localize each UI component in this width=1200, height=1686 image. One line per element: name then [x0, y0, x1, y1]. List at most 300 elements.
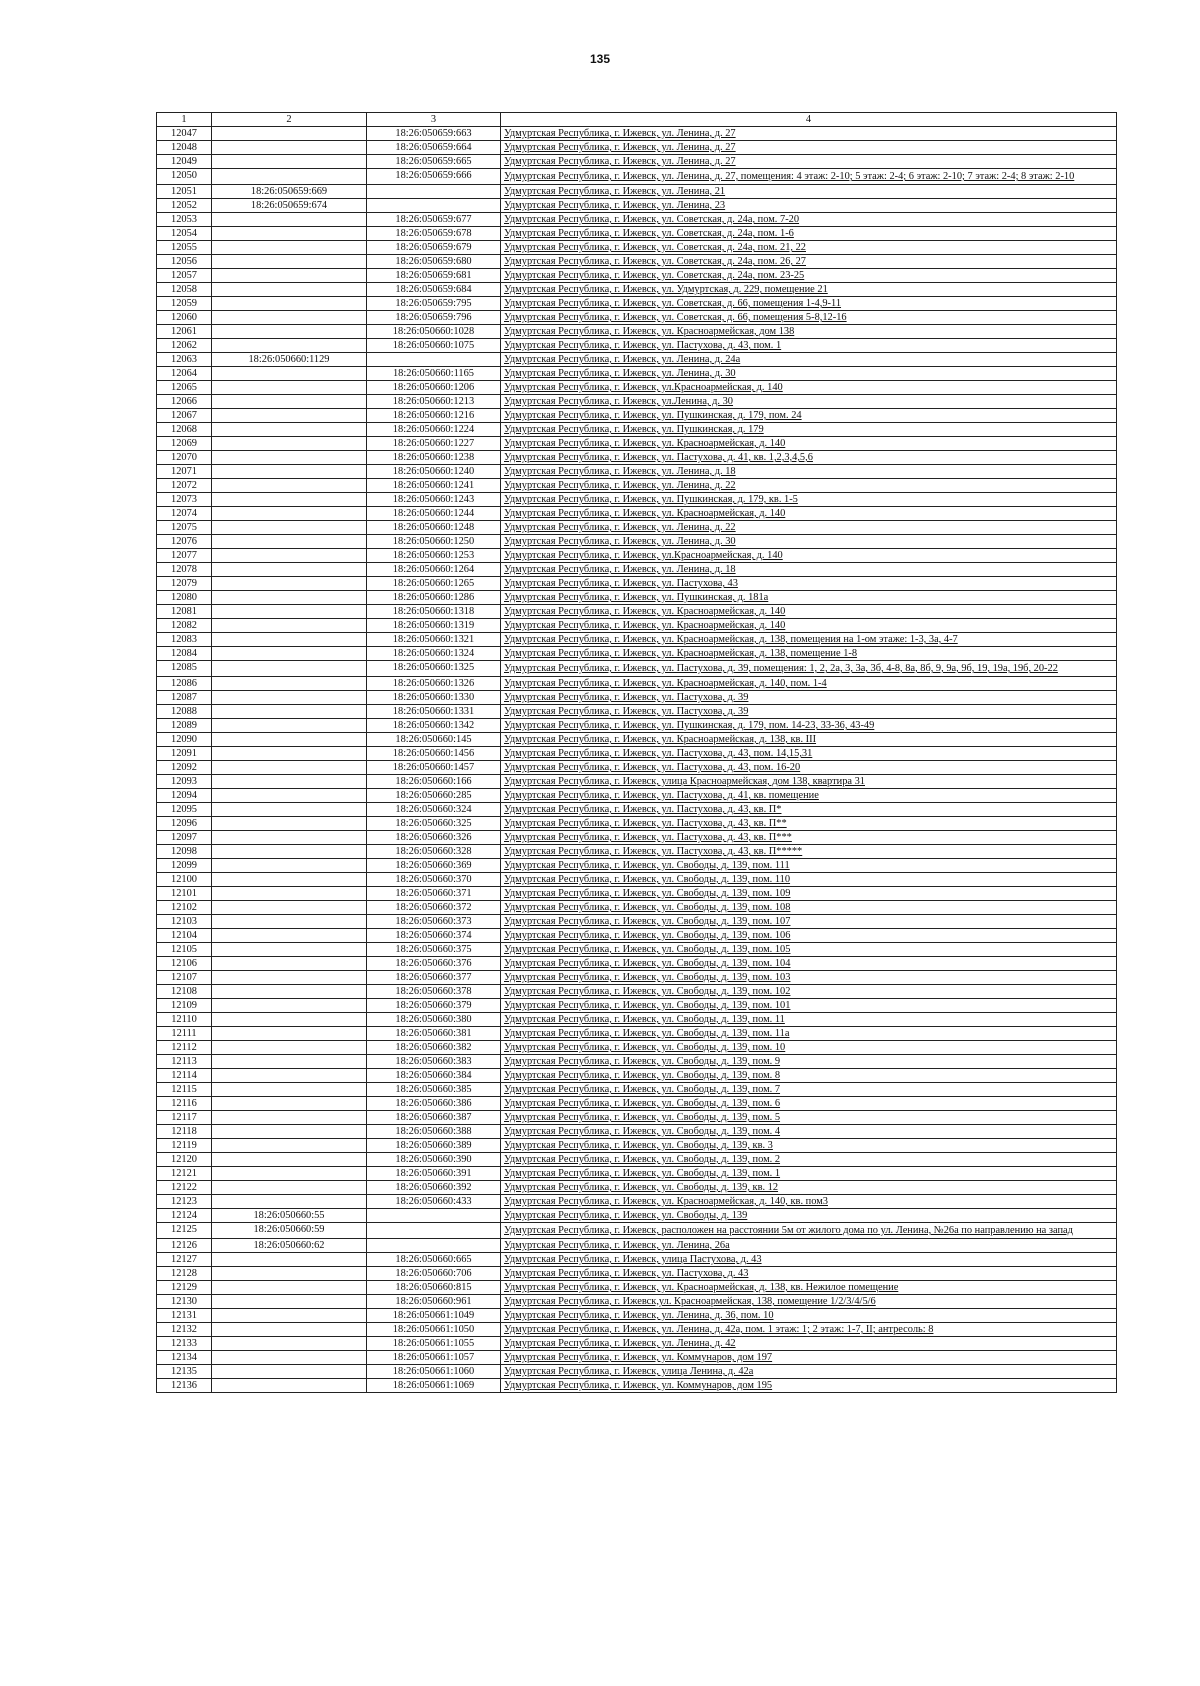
premises-cadastral-number-cell: 18:26:050660:1206: [367, 381, 501, 395]
table-row: [157, 141, 1117, 155]
address-cell: Удмуртская Республика, г. Ижевск, ул. Красноармейская, д. 138, помещение 1-8: [501, 647, 1117, 661]
premises-cadastral-number-cell: 18:26:050659:796: [367, 311, 501, 325]
land-cadastral-number-cell: [212, 661, 367, 677]
table-row: [157, 269, 1117, 283]
table-row: [157, 619, 1117, 633]
table-row: [157, 381, 1117, 395]
land-cadastral-number-cell: [212, 691, 367, 705]
address-cell: Удмуртская Республика, г. Ижевск, ул. Свободы, д. 139, кв. 3: [501, 1139, 1117, 1153]
table-row: [157, 1055, 1117, 1069]
address-cell: Удмуртская Республика, г. Ижевск, ул. Ленина, д. 27: [501, 141, 1117, 155]
address-cell: Удмуртская Республика, г. Ижевск, ул. Свободы, д. 139, пом. 9: [501, 1055, 1117, 1069]
table-row: [157, 1365, 1117, 1379]
land-cadastral-number-cell: [212, 325, 367, 339]
premises-cadastral-number-cell: 18:26:050660:381: [367, 1027, 501, 1041]
land-cadastral-number-cell: [212, 887, 367, 901]
table-row: [157, 775, 1117, 789]
table-row: [157, 1195, 1117, 1209]
address-cell: Удмуртская Республика, г. Ижевск, ул. Ленина, д. 27, помещения: 4 этаж: 2-10; 5 этаж: 2-4; 6 этаж: 2-10; 7 этаж: 2-4; 8 этаж: 2-10: [501, 169, 1117, 185]
table-row: [157, 831, 1117, 845]
row-number-cell: 12107: [157, 971, 212, 985]
land-cadastral-number-cell: [212, 241, 367, 255]
premises-cadastral-number-cell: 18:26:050660:1213: [367, 395, 501, 409]
land-cadastral-number-cell: [212, 901, 367, 915]
table-row: [157, 1097, 1117, 1111]
address-cell: Удмуртская Республика, г. Ижевск, ул. Свободы, д. 139, пом. 4: [501, 1125, 1117, 1139]
row-number-cell: 12128: [157, 1267, 212, 1281]
land-cadastral-number-cell: [212, 591, 367, 605]
row-number-cell: 12089: [157, 719, 212, 733]
table-row: [157, 1139, 1117, 1153]
table-row: [157, 971, 1117, 985]
table-row: [157, 241, 1117, 255]
row-number-cell: 12092: [157, 761, 212, 775]
premises-cadastral-number-cell: 18:26:050660:145: [367, 733, 501, 747]
land-cadastral-number-cell: [212, 297, 367, 311]
land-cadastral-number-cell: [212, 507, 367, 521]
row-number-cell: 12124: [157, 1209, 212, 1223]
address-cell: Удмуртская Республика, г. Ижевск, ул. Советская, д. 24а, пом. 1-6: [501, 227, 1117, 241]
land-cadastral-number-cell: [212, 845, 367, 859]
address-cell: Удмуртская Республика, г. Ижевск, ул. Свободы, д. 139, пом. 109: [501, 887, 1117, 901]
premises-cadastral-number-cell: 18:26:050660:1286: [367, 591, 501, 605]
address-cell: Удмуртская Республика, г. Ижевск, ул. Свободы, д. 139, пом. 5: [501, 1111, 1117, 1125]
table-row: [157, 1351, 1117, 1365]
row-number-cell: 12090: [157, 733, 212, 747]
address-cell: Удмуртская Республика, г. Ижевск, ул. Пастухова, д. 43, пом. 14,15,31: [501, 747, 1117, 761]
table-row: [157, 761, 1117, 775]
address-cell: Удмуртская Республика, г. Ижевск, ул. Красноармейская, д. 140: [501, 507, 1117, 521]
table-row: [157, 563, 1117, 577]
premises-cadastral-number-cell: 18:26:050660:1248: [367, 521, 501, 535]
table-row: [157, 929, 1117, 943]
row-number-cell: 12118: [157, 1125, 212, 1139]
land-cadastral-number-cell: [212, 227, 367, 241]
premises-cadastral-number-cell: 18:26:050660:1342: [367, 719, 501, 733]
address-cell: Удмуртская Республика, г. Ижевск, ул. Ленина, д. 27: [501, 155, 1117, 169]
row-number-cell: 12083: [157, 633, 212, 647]
row-number-cell: 12067: [157, 409, 212, 423]
land-cadastral-number-cell: [212, 1083, 367, 1097]
premises-cadastral-number-cell: 18:26:050660:324: [367, 803, 501, 817]
row-number-cell: 12126: [157, 1239, 212, 1253]
row-number-cell: 12076: [157, 535, 212, 549]
table-row: [157, 409, 1117, 423]
land-cadastral-number-cell: [212, 719, 367, 733]
premises-cadastral-number-cell: [367, 185, 501, 199]
address-cell: Удмуртская Республика, г. Ижевск, ул. Ленина, д. 27: [501, 127, 1117, 141]
row-number-cell: 12103: [157, 915, 212, 929]
land-cadastral-number-cell: [212, 1055, 367, 1069]
premises-cadastral-number-cell: 18:26:050660:389: [367, 1139, 501, 1153]
row-number-cell: 12072: [157, 479, 212, 493]
premises-cadastral-number-cell: 18:26:050661:1060: [367, 1365, 501, 1379]
table-row: [157, 1125, 1117, 1139]
row-number-cell: 12127: [157, 1253, 212, 1267]
row-number-cell: 12069: [157, 437, 212, 451]
premises-cadastral-number-cell: 18:26:050659:684: [367, 283, 501, 297]
land-cadastral-number-cell: [212, 1027, 367, 1041]
address-cell: Удмуртская Республика, г. Ижевск, ул. Красноармейская, д. 140, кв. пом3: [501, 1195, 1117, 1209]
address-cell: Удмуртская Республика, г. Ижевск, ул. Свободы, д. 139, пом. 10: [501, 1041, 1117, 1055]
row-number-cell: 12068: [157, 423, 212, 437]
row-number-cell: 12136: [157, 1379, 212, 1393]
table-row: [157, 465, 1117, 479]
premises-cadastral-number-cell: 18:26:050659:666: [367, 169, 501, 185]
column-header-3: 3: [367, 113, 501, 127]
row-number-cell: 12106: [157, 957, 212, 971]
address-cell: Удмуртская Республика, г. Ижевск, улица Красноармейская, дом 138, квартира 31: [501, 775, 1117, 789]
premises-cadastral-number-cell: 18:26:050660:1028: [367, 325, 501, 339]
land-cadastral-number-cell: [212, 1295, 367, 1309]
land-cadastral-number-cell: [212, 971, 367, 985]
land-cadastral-number-cell: [212, 283, 367, 297]
address-cell: Удмуртская Республика, г. Ижевск, ул. Ленина, 23: [501, 199, 1117, 213]
row-number-cell: 12078: [157, 563, 212, 577]
land-cadastral-number-cell: [212, 311, 367, 325]
premises-cadastral-number-cell: 18:26:050660:1319: [367, 619, 501, 633]
address-cell: Удмуртская Республика, г. Ижевск, ул. Ленина, д. 22: [501, 479, 1117, 493]
table-row: [157, 901, 1117, 915]
row-number-cell: 12051: [157, 185, 212, 199]
land-cadastral-number-cell: [212, 451, 367, 465]
land-cadastral-number-cell: [212, 761, 367, 775]
address-cell: Удмуртская Республика, г. Ижевск, ул. Красноармейская, д. 138, помещения на 1-ом этаже: 1-3, 3а, 4-7: [501, 633, 1117, 647]
table-row: [157, 647, 1117, 661]
address-cell: Удмуртская Республика, г. Ижевск, ул. Пушкинская, д. 181а: [501, 591, 1117, 605]
land-cadastral-number-cell: [212, 255, 367, 269]
land-cadastral-number-cell: [212, 817, 367, 831]
land-cadastral-number-cell: [212, 535, 367, 549]
land-cadastral-number-cell: [212, 957, 367, 971]
premises-cadastral-number-cell: 18:26:050660:815: [367, 1281, 501, 1295]
column-header-1: 1: [157, 113, 212, 127]
premises-cadastral-number-cell: 18:26:050660:1264: [367, 563, 501, 577]
row-number-cell: 12055: [157, 241, 212, 255]
land-cadastral-number-cell: 18:26:050659:669: [212, 185, 367, 199]
land-cadastral-number-cell: [212, 141, 367, 155]
row-number-cell: 12105: [157, 943, 212, 957]
premises-cadastral-number-cell: 18:26:050660:382: [367, 1041, 501, 1055]
premises-cadastral-number-cell: 18:26:050659:663: [367, 127, 501, 141]
land-cadastral-number-cell: [212, 647, 367, 661]
row-number-cell: 12048: [157, 141, 212, 155]
address-cell: Удмуртская Республика, г. Ижевск, ул. Коммунаров, дом 197: [501, 1351, 1117, 1365]
table-row: [157, 283, 1117, 297]
page-number: 135: [589, 52, 611, 66]
table-row: [157, 887, 1117, 901]
row-number-cell: 12098: [157, 845, 212, 859]
table-row: [157, 1013, 1117, 1027]
premises-cadastral-number-cell: 18:26:050660:388: [367, 1125, 501, 1139]
row-number-cell: 12132: [157, 1323, 212, 1337]
land-cadastral-number-cell: [212, 1267, 367, 1281]
address-cell: Удмуртская Республика, г. Ижевск,ул. Красноармейская, 138, помещение 1/2/3/4/5/6: [501, 1295, 1117, 1309]
address-cell: Удмуртская Республика, г. Ижевск, ул. Свободы, д. 139, пом. 104: [501, 957, 1117, 971]
row-number-cell: 12062: [157, 339, 212, 353]
table-row: [157, 1323, 1117, 1337]
row-number-cell: 12130: [157, 1295, 212, 1309]
row-number-cell: 12066: [157, 395, 212, 409]
row-number-cell: 12056: [157, 255, 212, 269]
table-row: [157, 1267, 1117, 1281]
row-number-cell: 12071: [157, 465, 212, 479]
row-number-cell: 12052: [157, 199, 212, 213]
land-cadastral-number-cell: [212, 213, 367, 227]
premises-cadastral-number-cell: [367, 353, 501, 367]
row-number-cell: 12057: [157, 269, 212, 283]
table-row: [157, 127, 1117, 141]
row-number-cell: 12088: [157, 705, 212, 719]
land-cadastral-number-cell: [212, 1195, 367, 1209]
table-row: [157, 155, 1117, 169]
address-cell: Удмуртская Республика, г. Ижевск, ул. Свободы, д. 139, пом. 103: [501, 971, 1117, 985]
address-cell: Удмуртская Республика, г. Ижевск, ул. Ленина, д. 30: [501, 367, 1117, 381]
premises-cadastral-number-cell: 18:26:050659:680: [367, 255, 501, 269]
table-row: [157, 817, 1117, 831]
row-number-cell: 12059: [157, 297, 212, 311]
row-number-cell: 12097: [157, 831, 212, 845]
row-number-cell: 12110: [157, 1013, 212, 1027]
row-number-cell: 12120: [157, 1153, 212, 1167]
row-number-cell: 12125: [157, 1223, 212, 1239]
land-cadastral-number-cell: [212, 577, 367, 591]
premises-cadastral-number-cell: 18:26:050660:1265: [367, 577, 501, 591]
table-row: [157, 339, 1117, 353]
address-cell: Удмуртская Республика, г. Ижевск, ул. Свободы, д. 139, пом. 111: [501, 859, 1117, 873]
premises-cadastral-number-cell: 18:26:050660:326: [367, 831, 501, 845]
table-row: [157, 353, 1117, 367]
address-cell: Удмуртская Республика, г. Ижевск, ул. Ленина, д. 42: [501, 1337, 1117, 1351]
land-cadastral-number-cell: [212, 1139, 367, 1153]
land-cadastral-number-cell: [212, 831, 367, 845]
row-number-cell: 12114: [157, 1069, 212, 1083]
row-number-cell: 12091: [157, 747, 212, 761]
land-cadastral-number-cell: [212, 269, 367, 283]
row-number-cell: 12080: [157, 591, 212, 605]
premises-cadastral-number-cell: 18:26:050660:706: [367, 1267, 501, 1281]
table-row: [157, 1027, 1117, 1041]
table-row: [157, 395, 1117, 409]
table-row: [157, 591, 1117, 605]
row-number-cell: 12109: [157, 999, 212, 1013]
table-row: [157, 803, 1117, 817]
address-cell: Удмуртская Республика, г. Ижевск, ул. Красноармейская, дом 138: [501, 325, 1117, 339]
address-cell: Удмуртская Республика, г. Ижевск, ул. Пастухова, д. 43, пом. 1: [501, 339, 1117, 353]
premises-cadastral-number-cell: 18:26:050660:372: [367, 901, 501, 915]
address-cell: Удмуртская Республика, г. Ижевск, ул. Свободы, д. 139, пом. 105: [501, 943, 1117, 957]
table-row: [157, 199, 1117, 213]
address-cell: Удмуртская Республика, г. Ижевск, ул. Красноармейская, д. 140, пом. 1-4: [501, 677, 1117, 691]
land-cadastral-number-cell: [212, 859, 367, 873]
address-cell: Удмуртская Республика, г. Ижевск, расположен на расстоянии 5м от жилого дома по ул. Ленина, №26а по направлению на запад: [501, 1223, 1117, 1239]
table-row: [157, 535, 1117, 549]
table-row: [157, 451, 1117, 465]
premises-cadastral-number-cell: 18:26:050660:385: [367, 1083, 501, 1097]
row-number-cell: 12123: [157, 1195, 212, 1209]
row-number-cell: 12129: [157, 1281, 212, 1295]
address-cell: Удмуртская Республика, г. Ижевск, ул. Пастухова, д. 43, кв. П*****: [501, 845, 1117, 859]
land-cadastral-number-cell: 18:26:050659:674: [212, 199, 367, 213]
premises-cadastral-number-cell: 18:26:050659:664: [367, 141, 501, 155]
table-row: [157, 521, 1117, 535]
row-number-cell: 12100: [157, 873, 212, 887]
row-number-cell: 12094: [157, 789, 212, 803]
premises-cadastral-number-cell: 18:26:050660:1165: [367, 367, 501, 381]
address-cell: Удмуртская Республика, г. Ижевск, ул. Пушкинская, д. 179, пом. 14-23, 33-36, 43-49: [501, 719, 1117, 733]
address-cell: Удмуртская Республика, г. Ижевск, ул. Свободы, д. 139, пом. 106: [501, 929, 1117, 943]
premises-cadastral-number-cell: 18:26:050660:1253: [367, 549, 501, 563]
row-number-cell: 12063: [157, 353, 212, 367]
row-number-cell: 12117: [157, 1111, 212, 1125]
land-cadastral-number-cell: [212, 437, 367, 451]
address-cell: Удмуртская Республика, г. Ижевск, ул. Свободы, д. 139: [501, 1209, 1117, 1223]
row-number-cell: 12047: [157, 127, 212, 141]
premises-cadastral-number-cell: 18:26:050661:1069: [367, 1379, 501, 1393]
address-cell: Удмуртская Республика, г. Ижевск, ул. Свободы, д. 139, пом. 107: [501, 915, 1117, 929]
premises-cadastral-number-cell: 18:26:050660:1330: [367, 691, 501, 705]
table-row: [157, 677, 1117, 691]
row-number-cell: 12082: [157, 619, 212, 633]
premises-cadastral-number-cell: 18:26:050660:1325: [367, 661, 501, 677]
address-cell: Удмуртская Республика, г. Ижевск, ул. Пастухова, д. 39: [501, 705, 1117, 719]
land-cadastral-number-cell: [212, 619, 367, 633]
row-number-cell: 12108: [157, 985, 212, 999]
table-row: [157, 873, 1117, 887]
address-cell: Удмуртская Республика, г. Ижевск, ул. Красноармейская, д. 138, кв. III: [501, 733, 1117, 747]
table-row: [157, 633, 1117, 647]
land-cadastral-number-cell: [212, 943, 367, 957]
premises-cadastral-number-cell: 18:26:050660:1456: [367, 747, 501, 761]
address-cell: Удмуртская Республика, г. Ижевск, улица Ленина, д. 42а: [501, 1365, 1117, 1379]
row-number-cell: 12049: [157, 155, 212, 169]
premises-cadastral-number-cell: 18:26:050661:1055: [367, 1337, 501, 1351]
address-cell: Удмуртская Республика, г. Ижевск, ул. Пастухова, д. 39: [501, 691, 1117, 705]
table-row: [157, 1111, 1117, 1125]
table-row: [157, 845, 1117, 859]
table-row: [157, 915, 1117, 929]
land-cadastral-number-cell: [212, 1379, 367, 1393]
address-cell: Удмуртская Республика, г. Ижевск, ул. Красноармейская, д. 138, кв. Нежилое помещение: [501, 1281, 1117, 1295]
land-cadastral-number-cell: 18:26:050660:55: [212, 1209, 367, 1223]
premises-cadastral-number-cell: 18:26:050660:166: [367, 775, 501, 789]
table-row: [157, 213, 1117, 227]
premises-cadastral-number-cell: 18:26:050660:665: [367, 1253, 501, 1267]
row-number-cell: 12119: [157, 1139, 212, 1153]
address-cell: Удмуртская Республика, г. Ижевск, ул.Ленина, д. 30: [501, 395, 1117, 409]
premises-cadastral-number-cell: 18:26:050660:1331: [367, 705, 501, 719]
row-number-cell: 12093: [157, 775, 212, 789]
row-number-cell: 12099: [157, 859, 212, 873]
land-cadastral-number-cell: 18:26:050660:62: [212, 1239, 367, 1253]
table-row: [157, 1253, 1117, 1267]
address-cell: Удмуртская Республика, г. Ижевск, ул. Коммунаров, дом 195: [501, 1379, 1117, 1393]
row-number-cell: 12086: [157, 677, 212, 691]
address-cell: Удмуртская Республика, г. Ижевск, ул. Красноармейская, д. 140: [501, 619, 1117, 633]
address-cell: Удмуртская Республика, г. Ижевск, ул. Свободы, д. 139, пом. 110: [501, 873, 1117, 887]
row-number-cell: 12113: [157, 1055, 212, 1069]
premises-cadastral-number-cell: 18:26:050660:1238: [367, 451, 501, 465]
table-row: [157, 789, 1117, 803]
table-row: [157, 1239, 1117, 1253]
land-cadastral-number-cell: [212, 155, 367, 169]
land-cadastral-number-cell: [212, 733, 367, 747]
land-cadastral-number-cell: [212, 929, 367, 943]
address-cell: Удмуртская Республика, г. Ижевск, ул. Пастухова, д. 43, кв. П**: [501, 817, 1117, 831]
table-row: [157, 423, 1117, 437]
land-cadastral-number-cell: [212, 1041, 367, 1055]
address-cell: Удмуртская Республика, г. Ижевск, ул. Свободы, д. 139, пом. 8: [501, 1069, 1117, 1083]
land-cadastral-number-cell: [212, 873, 367, 887]
address-cell: Удмуртская Республика, г. Ижевск, ул. Свободы, д. 139, пом. 11: [501, 1013, 1117, 1027]
row-number-cell: 12122: [157, 1181, 212, 1195]
address-cell: Удмуртская Республика, г. Ижевск, ул. Ленина, д. 42а, пом. 1 этаж: 1; 2 этаж: 1-7, II; антресоль: 8: [501, 1323, 1117, 1337]
premises-cadastral-number-cell: 18:26:050659:677: [367, 213, 501, 227]
premises-cadastral-number-cell: 18:26:050660:386: [367, 1097, 501, 1111]
table-row: [157, 1309, 1117, 1323]
address-cell: Удмуртская Республика, г. Ижевск, ул. Советская, д. 66, помещения 1-4,9-11: [501, 297, 1117, 311]
table-row: [157, 1295, 1117, 1309]
table-row: [157, 437, 1117, 451]
table-row: [157, 1223, 1117, 1239]
premises-cadastral-number-cell: 18:26:050660:1324: [367, 647, 501, 661]
table-row: [157, 1281, 1117, 1295]
land-cadastral-number-cell: [212, 423, 367, 437]
address-cell: Удмуртская Республика, г. Ижевск, ул. Свободы, д. 139, кв. 12: [501, 1181, 1117, 1195]
address-cell: Удмуртская Республика, г. Ижевск, ул. Свободы, д. 139, пом. 1: [501, 1167, 1117, 1181]
row-number-cell: 12102: [157, 901, 212, 915]
table-row: [157, 227, 1117, 241]
premises-cadastral-number-cell: 18:26:050660:383: [367, 1055, 501, 1069]
land-cadastral-number-cell: [212, 1125, 367, 1139]
land-cadastral-number-cell: [212, 339, 367, 353]
premises-cadastral-number-cell: 18:26:050659:679: [367, 241, 501, 255]
table-row: [157, 957, 1117, 971]
premises-cadastral-number-cell: 18:26:050660:374: [367, 929, 501, 943]
premises-cadastral-number-cell: 18:26:050660:1457: [367, 761, 501, 775]
row-number-cell: 12054: [157, 227, 212, 241]
table-row: [157, 859, 1117, 873]
address-cell: Удмуртская Республика, г. Ижевск, ул. Пушкинская, д. 179: [501, 423, 1117, 437]
table-row: [157, 1337, 1117, 1351]
land-cadastral-number-cell: [212, 1337, 367, 1351]
premises-cadastral-number-cell: 18:26:050659:665: [367, 155, 501, 169]
address-cell: Удмуртская Республика, г. Ижевск, ул. Ленина, д. 36, пом. 10: [501, 1309, 1117, 1323]
address-cell: Удмуртская Республика, г. Ижевск, ул. Ленина, д. 18: [501, 563, 1117, 577]
column-header-4: 4: [501, 113, 1117, 127]
row-number-cell: 12104: [157, 929, 212, 943]
land-cadastral-number-cell: [212, 381, 367, 395]
address-cell: Удмуртская Республика, г. Ижевск, ул. Удмуртская, д. 229, помещение 21: [501, 283, 1117, 297]
row-number-cell: 12131: [157, 1309, 212, 1323]
address-cell: Удмуртская Республика, г. Ижевск, ул. Пастухова, д. 41, кв. 1,2,3,4,5,6: [501, 451, 1117, 465]
address-cell: Удмуртская Республика, г. Ижевск, ул. Ленина, 26а: [501, 1239, 1117, 1253]
land-cadastral-number-cell: [212, 1111, 367, 1125]
row-number-cell: 12111: [157, 1027, 212, 1041]
land-cadastral-number-cell: [212, 1309, 367, 1323]
table-row: [157, 325, 1117, 339]
land-cadastral-number-cell: [212, 563, 367, 577]
premises-cadastral-number-cell: [367, 1239, 501, 1253]
premises-cadastral-number-cell: 18:26:050660:384: [367, 1069, 501, 1083]
land-cadastral-number-cell: [212, 127, 367, 141]
row-number-cell: 12075: [157, 521, 212, 535]
premises-cadastral-number-cell: 18:26:050660:1227: [367, 437, 501, 451]
table-row: [157, 311, 1117, 325]
row-number-cell: 12134: [157, 1351, 212, 1365]
land-cadastral-number-cell: [212, 1167, 367, 1181]
table-row: [157, 943, 1117, 957]
